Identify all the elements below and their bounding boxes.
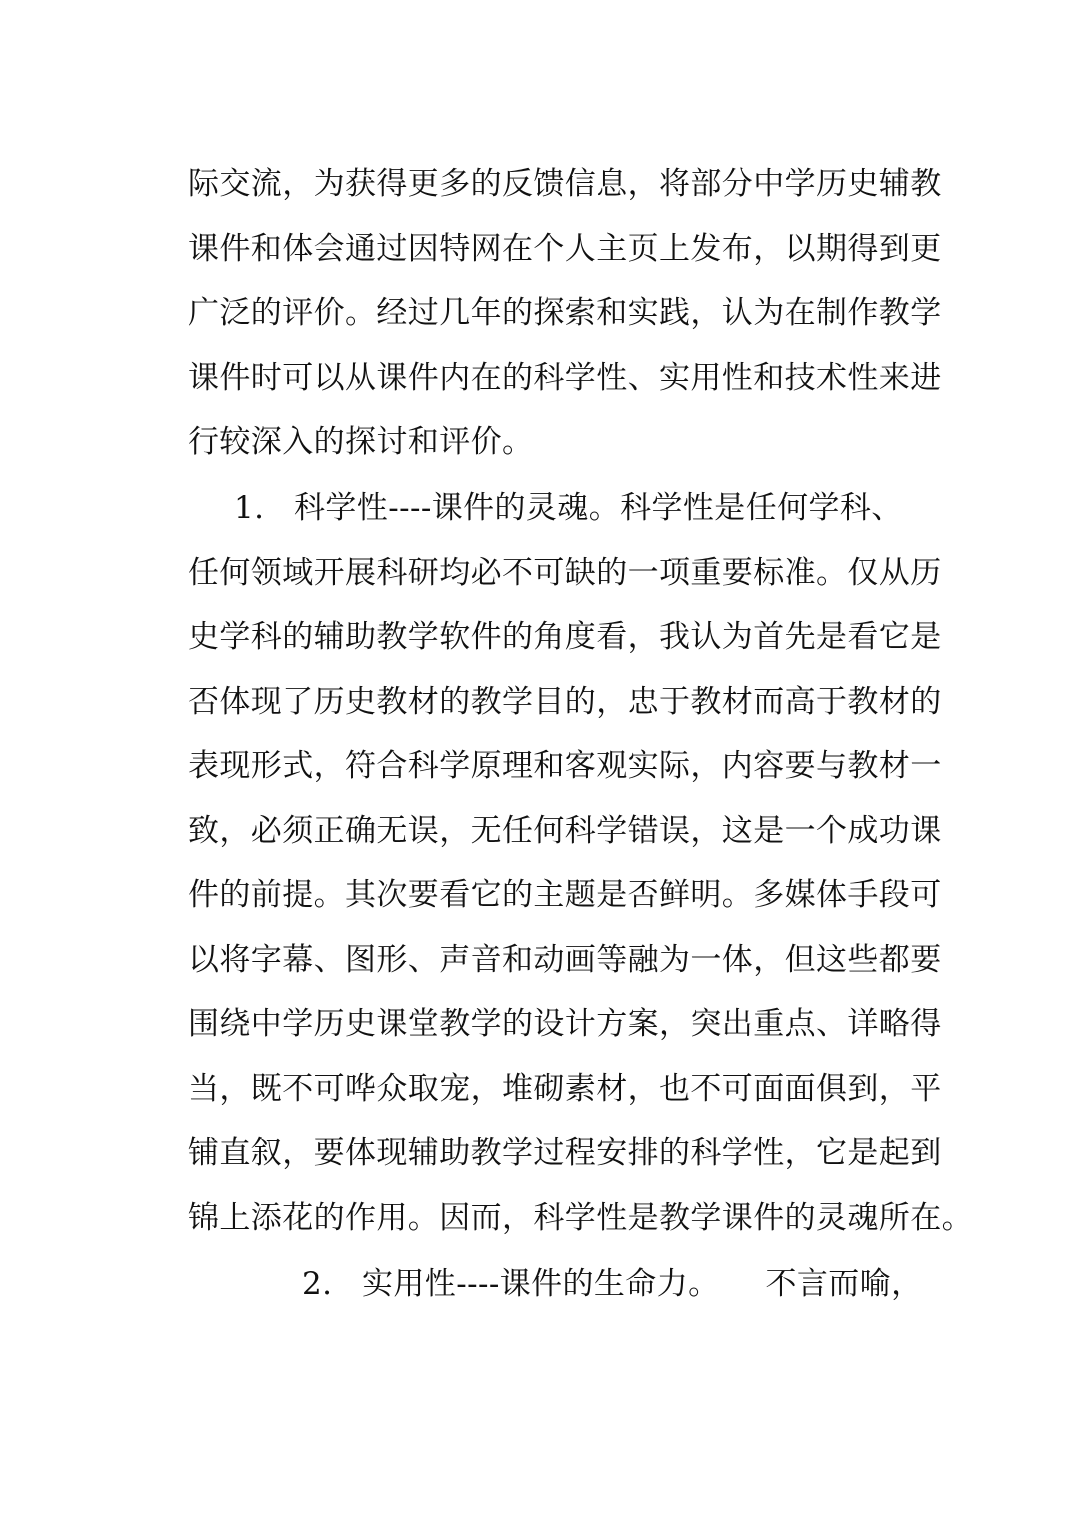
list-item-number: 1. (234, 490, 265, 526)
list-item-heading (234, 484, 903, 532)
paragraph-line: 史学科的辅助教学软件的角度看，我认为首先是看它是 (188, 619, 942, 655)
list-item-number: 2. (302, 1266, 333, 1302)
paragraph-line: 当，既不可哗众取宠，堆砌素材，也不可面面俱到，平 (188, 1071, 942, 1107)
list-item-heading-text: 实用性----课件的生命力。 (362, 1266, 720, 1302)
list-item-heading (302, 1260, 923, 1308)
paragraph-line: 表现形式，符合科学原理和客观实际，内容要与教材一 (188, 748, 942, 784)
paragraph-line: 课件和体会通过因特网在个人主页上发布，以期得到更 (188, 231, 942, 267)
list-item-first-line: 科学性----课件的灵魂。科学性是任何学科、 (294, 490, 903, 526)
paragraph-line: 围绕中学历史课堂教学的设计方案，突出重点、详略得 (188, 1006, 942, 1042)
paragraph-line: 以将字幕、图形、声音和动画等融为一体，但这些都要 (188, 942, 942, 978)
paragraph-line: 铺直叙，要体现辅助教学过程安排的科学性，它是起到 (188, 1135, 942, 1171)
paragraph-line: 课件时可以从课件内在的科学性、实用性和技术性来进 (188, 360, 942, 396)
paragraph-line: 行较深入的探讨和评价。 (188, 424, 534, 460)
paragraph-line: 否体现了历史教材的教学目的，忠于教材而高于教材的 (188, 684, 942, 720)
paragraph-line: 件的前提。其次要看它的主题是否鲜明。多媒体手段可 (188, 877, 942, 913)
paragraph-line: 锦上添花的作用。因而，科学性是教学课件的灵魂所在。 (188, 1200, 973, 1236)
paragraph-line: 任何领域开展科研均必不可缺的一项重要标准。仅从历 (188, 555, 942, 591)
paragraph-line: 际交流，为获得更多的反馈信息，将部分中学历史辅教 (188, 166, 942, 202)
paragraph-line: 致，必须正确无误，无任何科学错误，这是一个成功课 (188, 813, 942, 849)
paragraph-line: 广泛的评价。经过几年的探索和实践，认为在制作教学 (188, 295, 942, 331)
list-item-continuation: 不言而喻， (765, 1266, 923, 1302)
